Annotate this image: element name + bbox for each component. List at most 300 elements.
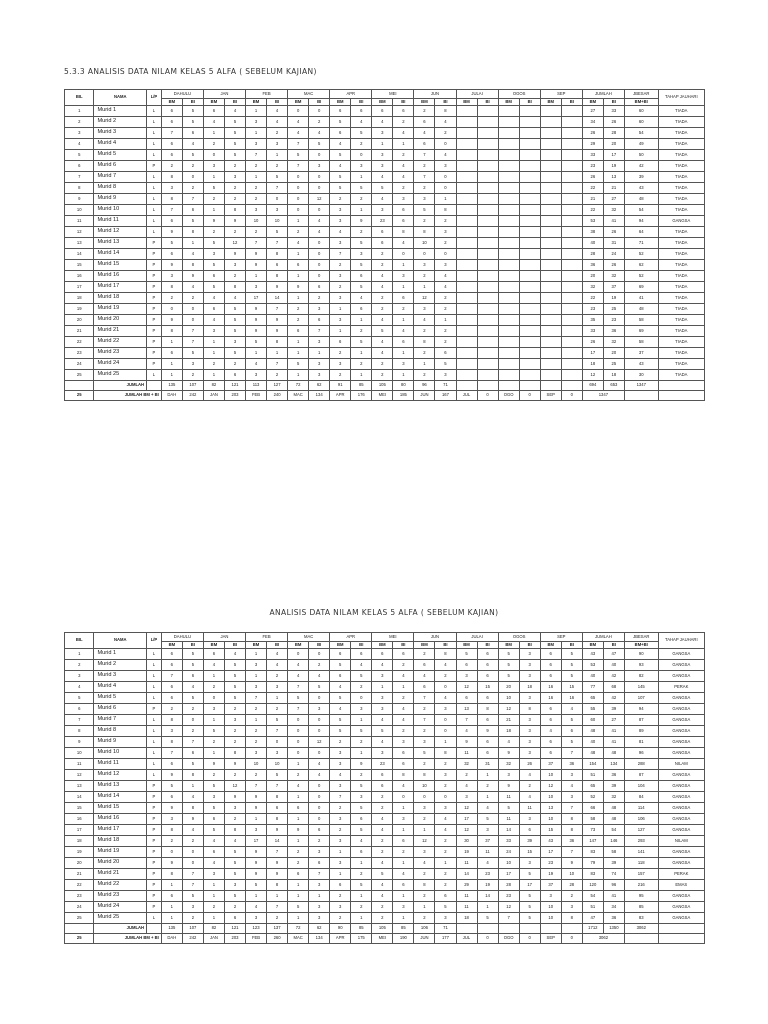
table-row <box>65 183 705 194</box>
row-value: 6 <box>372 238 393 249</box>
row-value: 7 <box>182 337 203 348</box>
row-value: 2 <box>224 737 245 748</box>
row-value <box>456 304 477 315</box>
row-value: 5 <box>182 216 203 227</box>
row-value: 4 <box>519 792 540 803</box>
row-value <box>456 172 477 183</box>
row-value: 5 <box>561 649 582 660</box>
row-jbesar: 42 <box>624 161 658 172</box>
row-value: 4 <box>309 759 330 770</box>
row-value: 3 <box>351 792 372 803</box>
total-blank-1 <box>624 391 658 401</box>
row-value: 5 <box>351 726 372 737</box>
row-value <box>456 337 477 348</box>
row-value: 8 <box>519 704 540 715</box>
row-value: 17 <box>246 836 267 847</box>
row-value: 6 <box>224 913 245 924</box>
row-value: 5 <box>267 770 288 781</box>
row-value: 3 <box>246 117 267 128</box>
row-value: 6 <box>161 891 182 902</box>
row-nama: Murid 6 <box>94 704 147 715</box>
row-value: 6 <box>203 271 224 282</box>
row-tahap: GANGSA <box>658 814 704 825</box>
row-value: 1 <box>246 172 267 183</box>
row-value: 6 <box>351 106 372 117</box>
row-value: 2 <box>330 825 351 836</box>
row-value: 19 <box>477 880 498 891</box>
row-value: 2 <box>414 891 435 902</box>
table-row <box>65 216 705 227</box>
row-value <box>561 128 582 139</box>
table-row <box>65 139 705 150</box>
row-value: 2 <box>393 304 414 315</box>
sum-value <box>456 381 477 391</box>
row-value: 6 <box>182 671 203 682</box>
row-value: 6 <box>330 880 351 891</box>
row-value: 1 <box>435 737 456 748</box>
row-value: 3 <box>309 704 330 715</box>
row-value: 3 <box>372 150 393 161</box>
row-value: 2 <box>182 913 203 924</box>
row-jumlah-bm: 40 <box>582 737 603 748</box>
row-value: 5 <box>330 172 351 183</box>
total-cell: FEB <box>246 391 267 401</box>
row-value: 5 <box>203 260 224 271</box>
row-value: 3 <box>519 748 540 759</box>
sum-jumlah-bm: 1712 <box>582 924 603 934</box>
row-value: 4 <box>372 117 393 128</box>
row-value: 0 <box>288 106 309 117</box>
row-value <box>498 128 519 139</box>
row-jbesar: 52 <box>624 249 658 260</box>
row-jbesar: 293 <box>624 836 658 847</box>
row-value: 2 <box>393 150 414 161</box>
row-value: 2 <box>372 293 393 304</box>
row-value: 6 <box>161 150 182 161</box>
row-value: 12 <box>498 902 519 913</box>
row-value: 3 <box>414 737 435 748</box>
bm-subheader: BM <box>498 642 519 649</box>
row-value: 2 <box>267 671 288 682</box>
row-value: 9 <box>246 326 267 337</box>
table-row <box>65 172 705 183</box>
sum-value: 85 <box>393 924 414 934</box>
row-value: 1 <box>477 902 498 913</box>
row-value: 5 <box>435 359 456 370</box>
row-lp: P <box>147 293 162 304</box>
row-value: 3 <box>393 359 414 370</box>
row-value: 8 <box>267 271 288 282</box>
row-value: 0 <box>309 715 330 726</box>
row-value: 2 <box>414 348 435 359</box>
row-value: 2 <box>309 293 330 304</box>
row-value: 3 <box>246 370 267 381</box>
row-jumlah-bm: 65 <box>582 781 603 792</box>
row-value: 15 <box>561 682 582 693</box>
row-value: 0 <box>435 249 456 260</box>
row-value: 6 <box>161 660 182 671</box>
row-jumlah-bm: 120 <box>582 880 603 891</box>
row-jumlah-bm: 83 <box>582 869 603 880</box>
bm-subheader: BM <box>582 99 603 106</box>
row-lp: P <box>147 847 162 858</box>
row-value: 6 <box>540 671 561 682</box>
row-value: 0 <box>267 194 288 205</box>
row-value: 12 <box>224 238 245 249</box>
row-bil: 22 <box>65 880 94 891</box>
row-value: 5 <box>519 869 540 880</box>
row-nama: Murid 10 <box>94 205 147 216</box>
sum-jumlah-bi: 653 <box>603 381 624 391</box>
row-jumlah-bi: 40 <box>603 660 624 671</box>
row-value: 8 <box>393 227 414 238</box>
total-cell: 190 <box>393 934 414 944</box>
row-value <box>540 293 561 304</box>
row-value: 5 <box>351 880 372 891</box>
row-lp: P <box>147 891 162 902</box>
row-value: 8 <box>561 913 582 924</box>
total-cell: MEI <box>372 934 393 944</box>
row-value: 5 <box>224 847 245 858</box>
row-value: 7 <box>309 326 330 337</box>
row-value: 9 <box>267 315 288 326</box>
row-jumlah-bi: 42 <box>603 671 624 682</box>
row-value <box>498 106 519 117</box>
row-value: 3 <box>330 293 351 304</box>
row-value <box>477 139 498 150</box>
row-jumlah-bm: 51 <box>582 770 603 781</box>
row-lp: L <box>147 117 162 128</box>
table-row <box>65 128 705 139</box>
row-value: 6 <box>351 847 372 858</box>
row-value: 3 <box>414 304 435 315</box>
row-jumlah-bm: 40 <box>582 238 603 249</box>
row-value: 4 <box>330 704 351 715</box>
row-value: 5 <box>498 671 519 682</box>
total-cell: 242 <box>182 934 203 944</box>
total-cell: APR <box>330 934 351 944</box>
row-value: 9 <box>182 814 203 825</box>
row-value: 5 <box>203 183 224 194</box>
row-lp: L <box>147 370 162 381</box>
row-value: 0 <box>393 249 414 260</box>
sum-value: 80 <box>393 381 414 391</box>
row-nama: Murid 8 <box>94 183 147 194</box>
table-row <box>65 649 705 660</box>
bm-subheader: BM <box>414 642 435 649</box>
row-nama: Murid 12 <box>94 227 147 238</box>
row-bil: 22 <box>65 337 94 348</box>
row-value: 1 <box>203 337 224 348</box>
row-value: 1 <box>161 337 182 348</box>
row-value: 2 <box>372 836 393 847</box>
row-value: 5 <box>224 348 245 359</box>
row-tahap: TIADA <box>658 293 704 304</box>
row-value <box>519 183 540 194</box>
nilam-table-1 <box>64 89 705 401</box>
row-value: 8 <box>414 880 435 891</box>
row-bil: 24 <box>65 902 94 913</box>
row-value: 6 <box>309 315 330 326</box>
table-row <box>65 792 705 803</box>
row-jumlah-bi: 36 <box>603 770 624 781</box>
row-value <box>477 293 498 304</box>
row-value: 9 <box>161 858 182 869</box>
row-value: 4 <box>435 150 456 161</box>
row-jumlah-bi: 28 <box>603 128 624 139</box>
row-tahap: TIADA <box>658 183 704 194</box>
row-value <box>519 216 540 227</box>
row-value: 4 <box>372 715 393 726</box>
row-nama: Murid 21 <box>94 869 147 880</box>
row-tahap: PERAK <box>658 682 704 693</box>
row-bil: 6 <box>65 704 94 715</box>
row-jumlah-bm: 36 <box>582 260 603 271</box>
row-nama: Murid 18 <box>94 293 147 304</box>
sum-value: 71 <box>435 381 456 391</box>
row-value: 1 <box>246 671 267 682</box>
row-value: 0 <box>435 792 456 803</box>
row-nama: Murid 8 <box>94 726 147 737</box>
row-value: 9 <box>246 869 267 880</box>
row-jumlah-bm: 43 <box>582 649 603 660</box>
row-value: 3 <box>309 880 330 891</box>
row-jbesar: 106 <box>624 814 658 825</box>
month-header: JUN <box>414 633 456 642</box>
row-value: 4 <box>330 770 351 781</box>
row-jumlah-bm: 55 <box>582 704 603 715</box>
row-value: 1 <box>203 748 224 759</box>
table-row <box>65 726 705 737</box>
row-value: 1 <box>288 880 309 891</box>
row-nama: Murid 5 <box>94 150 147 161</box>
row-jumlah-bm: 154 <box>582 759 603 770</box>
row-value <box>561 227 582 238</box>
row-value: 10 <box>540 814 561 825</box>
row-value: 1 <box>351 913 372 924</box>
row-value <box>498 227 519 238</box>
row-value: 3 <box>519 693 540 704</box>
row-value: 4 <box>561 781 582 792</box>
row-jumlah-bm: 33 <box>582 326 603 337</box>
row-value: 1 <box>203 913 224 924</box>
row-value: 4 <box>435 693 456 704</box>
row-value: 20 <box>498 682 519 693</box>
bm-subheader: BM <box>288 99 309 106</box>
row-jumlah-bi: 134 <box>603 759 624 770</box>
row-value: 3 <box>561 902 582 913</box>
row-value: 5 <box>561 671 582 682</box>
row-value: 10 <box>414 238 435 249</box>
row-tahap: GANGSA <box>658 858 704 869</box>
row-jbesar: 145 <box>624 682 658 693</box>
jbesar-header: JBESAR <box>624 633 658 642</box>
row-value: 0 <box>309 205 330 216</box>
row-value: 4 <box>182 825 203 836</box>
row-lp: L <box>147 649 162 660</box>
row-value: 6 <box>267 803 288 814</box>
row-value: 2 <box>435 671 456 682</box>
row-value: 6 <box>203 814 224 825</box>
row-value: 0 <box>435 183 456 194</box>
row-value: 4 <box>393 715 414 726</box>
sum-tahap-blank <box>658 924 704 934</box>
row-tahap: TIADA <box>658 359 704 370</box>
row-value: 1 <box>435 315 456 326</box>
row-jumlah-bm: 54 <box>582 891 603 902</box>
row-value: 2 <box>246 726 267 737</box>
row-lp: P <box>147 238 162 249</box>
row-value: 7 <box>267 359 288 370</box>
bm-subheader: BM <box>288 642 309 649</box>
row-bil: 5 <box>65 150 94 161</box>
row-value: 3 <box>246 660 267 671</box>
row-jumlah-bm: 58 <box>582 814 603 825</box>
row-value: 23 <box>372 216 393 227</box>
row-nama: Murid 20 <box>94 858 147 869</box>
row-value: 5 <box>224 671 245 682</box>
table-row <box>65 814 705 825</box>
row-value <box>540 238 561 249</box>
row-value: 3 <box>246 205 267 216</box>
table-row <box>65 891 705 902</box>
row-value: 36 <box>561 836 582 847</box>
row-value: 1 <box>246 649 267 660</box>
row-value: 2 <box>330 260 351 271</box>
row-jumlah-bi: 74 <box>603 869 624 880</box>
total-cell: JUN <box>414 391 435 401</box>
row-value: 6 <box>393 759 414 770</box>
row-tahap: GANGSA <box>658 913 704 924</box>
row-value: 6 <box>330 106 351 117</box>
row-value: 2 <box>351 139 372 150</box>
row-nama: Murid 11 <box>94 216 147 227</box>
row-lp: L <box>147 759 162 770</box>
row-value: 0 <box>288 748 309 759</box>
row-value: 17 <box>540 847 561 858</box>
row-tahap: TIADA <box>658 370 704 381</box>
row-value <box>498 293 519 304</box>
row-value: 6 <box>540 737 561 748</box>
sum-value: 62 <box>309 924 330 934</box>
row-value: 1 <box>393 682 414 693</box>
row-value: 0 <box>161 304 182 315</box>
row-jumlah-bm: 83 <box>582 847 603 858</box>
row-value: 5 <box>224 150 245 161</box>
table-row <box>65 825 705 836</box>
row-value: 4 <box>372 737 393 748</box>
row-value: 2 <box>309 117 330 128</box>
row-value: 3 <box>203 869 224 880</box>
row-value: 1 <box>435 194 456 205</box>
row-value: 1 <box>288 891 309 902</box>
row-value: 9 <box>351 216 372 227</box>
row-value: 8 <box>224 748 245 759</box>
row-nama: Murid 5 <box>94 693 147 704</box>
total-cell: MEI <box>372 391 393 401</box>
row-value: 23 <box>540 858 561 869</box>
row-value: 6 <box>540 660 561 671</box>
row-value: 2 <box>161 161 182 172</box>
row-value: 5 <box>182 348 203 359</box>
row-value: 3 <box>203 249 224 260</box>
table-row <box>65 359 705 370</box>
row-value: 5 <box>267 715 288 726</box>
row-jumlah-bi: 42 <box>603 693 624 704</box>
row-nama: Murid 22 <box>94 880 147 891</box>
bm-subheader: BM <box>372 99 393 106</box>
row-bil: 16 <box>65 271 94 282</box>
row-value: 0 <box>288 194 309 205</box>
row-tahap: GANGSA <box>658 847 704 858</box>
bm-subheader: BM <box>540 99 561 106</box>
row-value: 4 <box>372 271 393 282</box>
total-grand: 3062 <box>582 934 624 944</box>
month-header: OGOS <box>498 633 540 642</box>
row-value: 4 <box>414 128 435 139</box>
row-value: 2 <box>224 161 245 172</box>
row-jumlah-bi: 48 <box>603 748 624 759</box>
row-value: 9 <box>246 858 267 869</box>
table-row <box>65 304 705 315</box>
table-row <box>65 348 705 359</box>
row-value: 4 <box>393 869 414 880</box>
row-nama: Murid 17 <box>94 825 147 836</box>
row-jbesar: 89 <box>624 726 658 737</box>
row-bil: 21 <box>65 869 94 880</box>
row-lp: P <box>147 902 162 913</box>
row-value <box>540 216 561 227</box>
row-value: 0 <box>288 726 309 737</box>
row-value: 1 <box>288 370 309 381</box>
row-value: 12 <box>414 836 435 847</box>
sum-value <box>519 381 540 391</box>
row-value: 4 <box>393 172 414 183</box>
row-value <box>498 205 519 216</box>
row-value: 5 <box>372 326 393 337</box>
row-value: 3 <box>435 260 456 271</box>
row-value: 37 <box>540 759 561 770</box>
row-value: 6 <box>456 693 477 704</box>
bi-subheader: BI <box>182 642 203 649</box>
row-jbesar: 64 <box>624 227 658 238</box>
row-value: 7 <box>267 238 288 249</box>
row-jumlah-bi: 13 <box>603 172 624 183</box>
row-value: 2 <box>351 227 372 238</box>
bi-subheader: BI <box>182 99 203 106</box>
bmbi-subheader: BM+BI <box>624 642 658 649</box>
row-value: 4 <box>393 326 414 337</box>
row-value: 2 <box>435 847 456 858</box>
row-value <box>540 337 561 348</box>
row-value: 37 <box>540 880 561 891</box>
row-jbesar: 127 <box>624 825 658 836</box>
row-bil: 18 <box>65 836 94 847</box>
row-value: 26 <box>519 759 540 770</box>
row-value: 2 <box>393 660 414 671</box>
row-value: 8 <box>161 172 182 183</box>
row-value: 1 <box>288 337 309 348</box>
row-value: 1 <box>161 370 182 381</box>
row-value: 0 <box>435 726 456 737</box>
row-jbesar: 216 <box>624 880 658 891</box>
row-jbesar: 69 <box>624 326 658 337</box>
row-value: 17 <box>498 869 519 880</box>
row-value: 3 <box>203 326 224 337</box>
row-value <box>456 293 477 304</box>
row-value <box>519 161 540 172</box>
row-value: 6 <box>182 128 203 139</box>
